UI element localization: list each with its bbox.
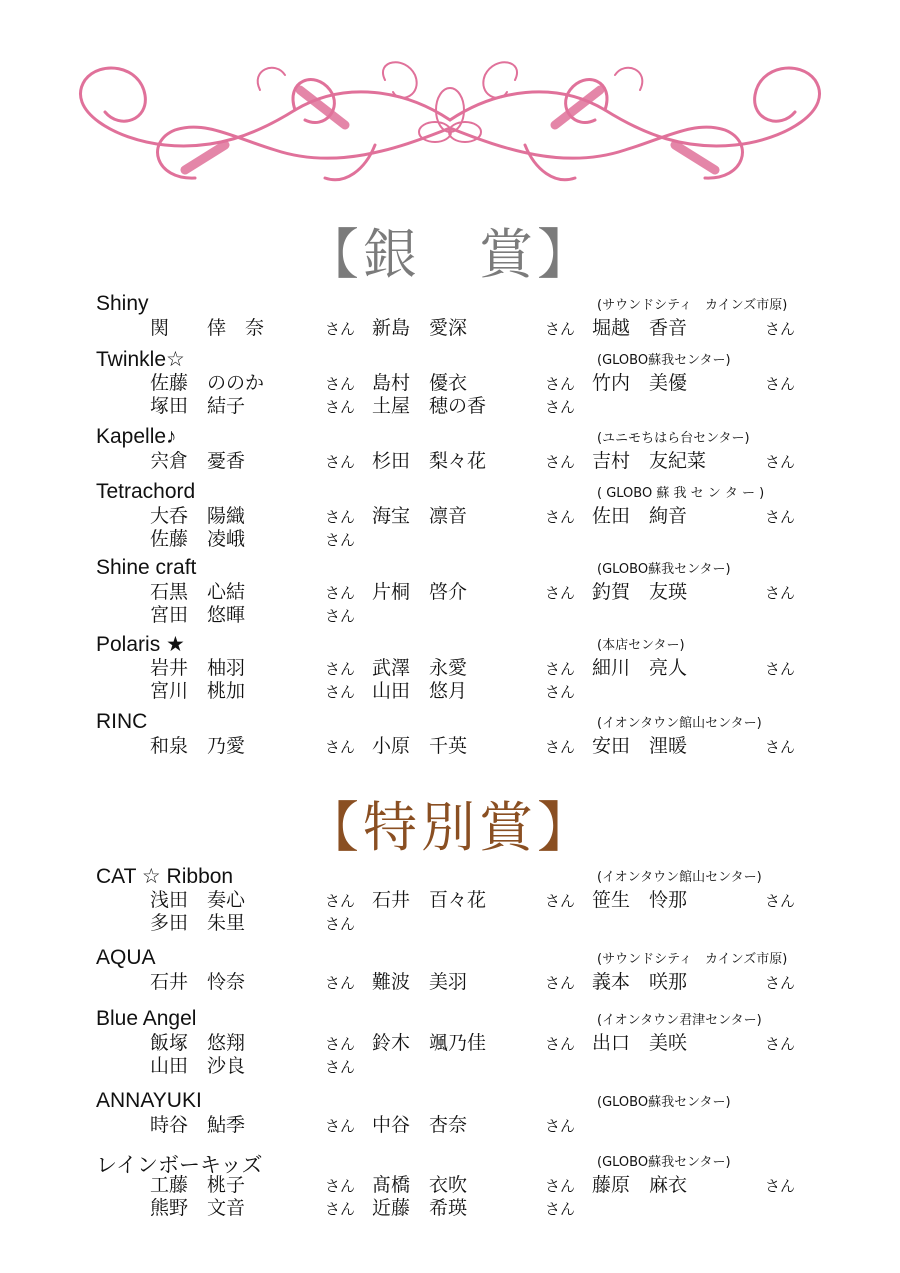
honorific-suffix: さん bbox=[325, 1035, 356, 1053]
honorific-suffix: さん bbox=[545, 738, 576, 756]
group-name: CAT ☆ Ribbon bbox=[96, 865, 234, 888]
group-name: Kapelle♪ bbox=[96, 425, 177, 448]
member-row bbox=[0, 1051, 900, 1077]
member-name: 近藤 希瑛 bbox=[372, 1197, 468, 1219]
honorific-suffix: さん bbox=[765, 660, 796, 678]
member-row bbox=[0, 524, 900, 550]
honorific-suffix: さん bbox=[545, 1117, 576, 1135]
member-name: 片桐 啓介 bbox=[372, 581, 468, 603]
group-venue: (GLOBO蘇我センター) bbox=[597, 353, 731, 368]
member-name: 和泉 乃愛 bbox=[150, 735, 246, 757]
honorific-suffix: さん bbox=[545, 1177, 576, 1195]
member-name: 難波 美羽 bbox=[372, 971, 468, 993]
honorific-suffix: さん bbox=[545, 1200, 576, 1218]
group-venue: (イオンタウン君津センター) bbox=[597, 1013, 762, 1028]
member-name: 山田 沙良 bbox=[150, 1055, 246, 1077]
group-name: Shine craft bbox=[96, 556, 197, 579]
honorific-suffix: さん bbox=[325, 1177, 356, 1195]
member-name: 土屋 穂の香 bbox=[372, 395, 487, 417]
honorific-suffix: さん bbox=[545, 320, 576, 338]
member-name: 関 倖 奈 bbox=[150, 317, 265, 339]
special-award-title: 【特別賞】 bbox=[305, 796, 595, 859]
member-row bbox=[0, 446, 900, 472]
member-name: 石黒 心結 bbox=[150, 581, 246, 603]
member-name: 髙橋 衣吹 bbox=[372, 1174, 468, 1196]
honorific-suffix: さん bbox=[545, 660, 576, 678]
member-name: 中谷 杏奈 bbox=[372, 1114, 468, 1136]
member-name: 笹生 怜那 bbox=[592, 889, 688, 911]
member-name: 佐藤 凌峨 bbox=[150, 528, 246, 550]
member-name: 藤原 麻衣 bbox=[592, 1174, 688, 1196]
flourish-ornament-icon bbox=[45, 50, 855, 195]
honorific-suffix: さん bbox=[325, 453, 356, 471]
member-row bbox=[0, 967, 900, 993]
member-name: 武澤 永愛 bbox=[372, 657, 468, 679]
honorific-suffix: さん bbox=[325, 1200, 356, 1218]
member-name: 細川 亮人 bbox=[592, 657, 688, 679]
group-venue: (サウンドシティ カインズ市原) bbox=[597, 298, 788, 313]
member-row bbox=[0, 391, 900, 417]
honorific-suffix: さん bbox=[325, 892, 356, 910]
group-name: ANNAYUKI bbox=[96, 1089, 202, 1112]
member-row bbox=[0, 676, 900, 702]
group-venue: (サウンドシティ カインズ市原) bbox=[597, 952, 788, 967]
member-name: 釣賀 友瑛 bbox=[592, 581, 688, 603]
member-row bbox=[0, 1028, 900, 1054]
member-name: 宮田 悠暉 bbox=[150, 604, 246, 626]
member-name: 島村 優衣 bbox=[372, 372, 468, 394]
honorific-suffix: さん bbox=[545, 398, 576, 416]
honorific-suffix: さん bbox=[765, 974, 796, 992]
group-name: Shiny bbox=[96, 292, 149, 315]
member-name: 宍倉 憂香 bbox=[150, 450, 246, 472]
member-row bbox=[0, 653, 900, 679]
honorific-suffix: さん bbox=[765, 892, 796, 910]
honorific-suffix: さん bbox=[325, 974, 356, 992]
honorific-suffix: さん bbox=[325, 660, 356, 678]
honorific-suffix: さん bbox=[325, 683, 356, 701]
member-name: 多田 朱里 bbox=[150, 912, 246, 934]
member-name: 吉村 友紀菜 bbox=[592, 450, 707, 472]
group-venue: (GLOBO蘇我センター) bbox=[597, 562, 731, 577]
member-row bbox=[0, 1193, 900, 1219]
member-name: 杉田 梨々花 bbox=[372, 450, 487, 472]
silver-award-title: 【銀 賞】 bbox=[305, 223, 595, 286]
honorific-suffix: さん bbox=[325, 508, 356, 526]
member-row bbox=[0, 600, 900, 626]
honorific-suffix: さん bbox=[765, 453, 796, 471]
member-name: 大呑 陽織 bbox=[150, 505, 246, 527]
member-row bbox=[0, 577, 900, 603]
member-row bbox=[0, 1170, 900, 1196]
honorific-suffix: さん bbox=[545, 584, 576, 602]
group-name: Twinkle☆ bbox=[96, 348, 185, 371]
member-name: 塚田 結子 bbox=[150, 395, 246, 417]
member-name: 堀越 香音 bbox=[592, 317, 688, 339]
group-venue: ( GLOBO 蘇 我 セ ン タ ー ) bbox=[597, 486, 765, 501]
honorific-suffix: さん bbox=[325, 1058, 356, 1076]
honorific-suffix: さん bbox=[325, 398, 356, 416]
group-name: Tetrachord bbox=[96, 480, 196, 503]
honorific-suffix: さん bbox=[545, 974, 576, 992]
group-venue: (イオンタウン館山センター) bbox=[597, 716, 762, 731]
member-name: 時谷 鮎季 bbox=[150, 1114, 246, 1136]
group-name: AQUA bbox=[96, 946, 156, 969]
honorific-suffix: さん bbox=[765, 738, 796, 756]
member-name: 山田 悠月 bbox=[372, 680, 468, 702]
member-name: 鈴木 颯乃佳 bbox=[372, 1032, 487, 1054]
group-venue: (GLOBO蘇我センター) bbox=[597, 1155, 731, 1170]
honorific-suffix: さん bbox=[545, 892, 576, 910]
honorific-suffix: さん bbox=[765, 1035, 796, 1053]
member-name: 浅田 奏心 bbox=[150, 889, 246, 911]
group-name: Polaris ★ bbox=[96, 633, 185, 656]
member-row bbox=[0, 501, 900, 527]
honorific-suffix: さん bbox=[325, 915, 356, 933]
member-name: 工藤 桃子 bbox=[150, 1174, 246, 1196]
group-venue: (イオンタウン館山センター) bbox=[597, 870, 762, 885]
member-name: 岩井 柚羽 bbox=[150, 657, 246, 679]
honorific-suffix: さん bbox=[545, 453, 576, 471]
group-venue: (GLOBO蘇我センター) bbox=[597, 1095, 731, 1110]
honorific-suffix: さん bbox=[545, 1035, 576, 1053]
honorific-suffix: さん bbox=[325, 584, 356, 602]
member-name: 宮川 桃加 bbox=[150, 680, 246, 702]
honorific-suffix: さん bbox=[765, 508, 796, 526]
member-name: 佐藤 ののか bbox=[150, 372, 265, 394]
honorific-suffix: さん bbox=[545, 683, 576, 701]
honorific-suffix: さん bbox=[765, 1177, 796, 1195]
honorific-suffix: さん bbox=[545, 375, 576, 393]
honorific-suffix: さん bbox=[325, 1117, 356, 1135]
member-name: 飯塚 悠翔 bbox=[150, 1032, 246, 1054]
honorific-suffix: さん bbox=[325, 320, 356, 338]
member-name: 安田 浬暖 bbox=[592, 735, 688, 757]
honorific-suffix: さん bbox=[765, 375, 796, 393]
honorific-suffix: さん bbox=[765, 320, 796, 338]
member-row bbox=[0, 368, 900, 394]
honorific-suffix: さん bbox=[325, 607, 356, 625]
honorific-suffix: さん bbox=[325, 531, 356, 549]
member-row bbox=[0, 313, 900, 339]
member-row bbox=[0, 885, 900, 911]
member-name: 熊野 文音 bbox=[150, 1197, 246, 1219]
honorific-suffix: さん bbox=[325, 375, 356, 393]
member-name: 竹内 美優 bbox=[592, 372, 688, 394]
member-name: 出口 美咲 bbox=[592, 1032, 688, 1054]
honorific-suffix: さん bbox=[325, 738, 356, 756]
honorific-suffix: さん bbox=[765, 584, 796, 602]
member-name: 石井 百々花 bbox=[372, 889, 487, 911]
member-row bbox=[0, 908, 900, 934]
group-venue: (本店センター) bbox=[597, 638, 685, 653]
member-name: 新島 愛深 bbox=[372, 317, 468, 339]
honorific-suffix: さん bbox=[545, 508, 576, 526]
group-name: Blue Angel bbox=[96, 1007, 197, 1030]
group-venue: (ユニモちはら台センター) bbox=[597, 431, 750, 446]
group-name: レインボーキッズ bbox=[96, 1154, 263, 1177]
member-name: 義本 咲那 bbox=[592, 971, 688, 993]
member-name: 佐田 絢音 bbox=[592, 505, 688, 527]
member-row bbox=[0, 1110, 900, 1136]
member-row bbox=[0, 731, 900, 757]
member-name: 小原 千英 bbox=[372, 735, 468, 757]
member-name: 海宝 凛音 bbox=[372, 505, 468, 527]
member-name: 石井 怜奈 bbox=[150, 971, 246, 993]
group-name: RINC bbox=[96, 710, 148, 733]
